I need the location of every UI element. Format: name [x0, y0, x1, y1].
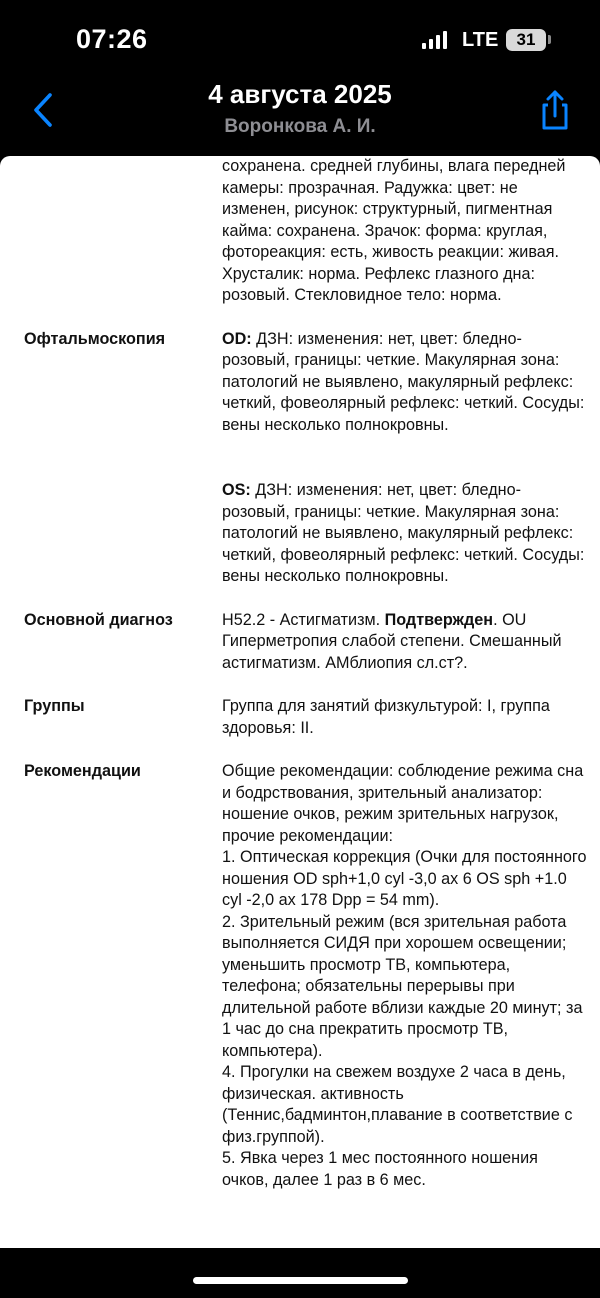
- page-title: 4 августа 2025: [208, 79, 392, 109]
- diagnosis-code: Н52.2 - Астигматизм.: [222, 610, 385, 629]
- document-content: [0, 156, 600, 1191]
- recommendations-label: Рекомендации: [24, 762, 141, 780]
- recommendation-item: 4. Прогулки на свежем воздухе 2 часа в день, физическая. активность (Теннис,бадминтон,плавание в соответствие с физ.группой).: [222, 1063, 573, 1146]
- od-label: OD:: [222, 329, 252, 348]
- section-recommendations: [0, 761, 600, 1191]
- ophthalmoscopy-os: [222, 480, 588, 588]
- groups-label: Группы: [24, 697, 85, 715]
- recommendations-intro: Общие рекомендации: соблюдение режима сна и бодрствования, зрительный анализатор: ношение очков, режим зрительных нагрузок, прочие рекомендации:: [222, 762, 584, 845]
- status-time: 07:26: [76, 24, 148, 54]
- recommendation-item: 5. Явка через 1 мес постоянного ношения очков, далее 1 раз в 6 мес.: [222, 1149, 538, 1189]
- battery-icon: [506, 29, 546, 51]
- os-text: ДЗН: изменения: нет, цвет: бледно-розовый, границы: четкие. Макулярная зона: патологий не выявлено, макулярный рефлекс: четкий, фовеолярный рефлекс: четкий. Сосуды: вены несколько полнокровны.: [222, 481, 585, 585]
- diagnosis-text: [222, 610, 588, 675]
- home-indicator[interactable]: [193, 1277, 408, 1284]
- od-text: ДЗН: изменения: нет, цвет: бледно-розовый, границы: четкие. Макулярная зона: патологий не выявлено, макулярный рефлекс: четкий, фовеолярный рефлекс: четкий. Сосуды: вены несколько полнокровны.: [222, 329, 585, 434]
- ophthalmoscopy-od: [222, 329, 588, 437]
- status-bar: [0, 0, 600, 76]
- share-icon: [536, 88, 574, 132]
- recommendation-item: 2. Зрительный режим (вся зрительная работа выполняется СИДЯ при хорошем освещении; уменьшить просмотр ТВ, компьютера, телефона; обязательны перерывы при длительной работе вблизи каждые 20 минут; за 1 час до сна прекратить просмотр ТВ, компьютера).: [222, 912, 583, 1060]
- os-label: OS:: [222, 481, 251, 499]
- section-ophthalmoscopy: [0, 329, 600, 588]
- share-button[interactable]: [536, 88, 574, 132]
- document-sheet[interactable]: [0, 156, 600, 1248]
- recommendation-item: 1. Оптическая коррекция (Очки для постоянного ношения OD sph+1,0 cyl -3,0 ax 6 OS sph +1.0 cyl -2,0 ax 178 Dpp = 54 mm).: [222, 848, 587, 909]
- section-groups: [0, 696, 600, 739]
- signal-strength-icon: [422, 31, 450, 49]
- diagnosis-details: . OU Гиперметропия слабой степени. Смешанный астигматизм. АМблиопия сл.ст?.: [222, 610, 562, 672]
- groups-text: Группа для занятий физкультурой: I, группа здоровья: II.: [222, 697, 550, 737]
- patient-name: Воронкова А. И.: [224, 116, 376, 137]
- network-type: LTE: [462, 29, 499, 51]
- section-diagnosis: [0, 610, 600, 675]
- exam-continuation: [0, 156, 600, 307]
- navigation-bar: [0, 76, 600, 154]
- battery-level: 31: [516, 30, 536, 49]
- diagnosis-confirmed: Подтвержден: [384, 610, 494, 629]
- battery-tip: [548, 35, 551, 44]
- ophthalmoscopy-label: Офтальмоскопия: [24, 329, 166, 348]
- diagnosis-label: Основной диагноз: [24, 610, 173, 629]
- top-fragment-text: сохранена. средней глубины, влага передней камеры: прозрачная. Радужка: цвет: не изменен, рисунок: структурный, пигментная кайма: сохранена. Зрачок: форма: круглая, фотореакция: есть, живость реакции: живая. Хрусталик: норма. Рефлекс глазного дна: розовый. Стекловидное тело: норма.: [222, 157, 566, 304]
